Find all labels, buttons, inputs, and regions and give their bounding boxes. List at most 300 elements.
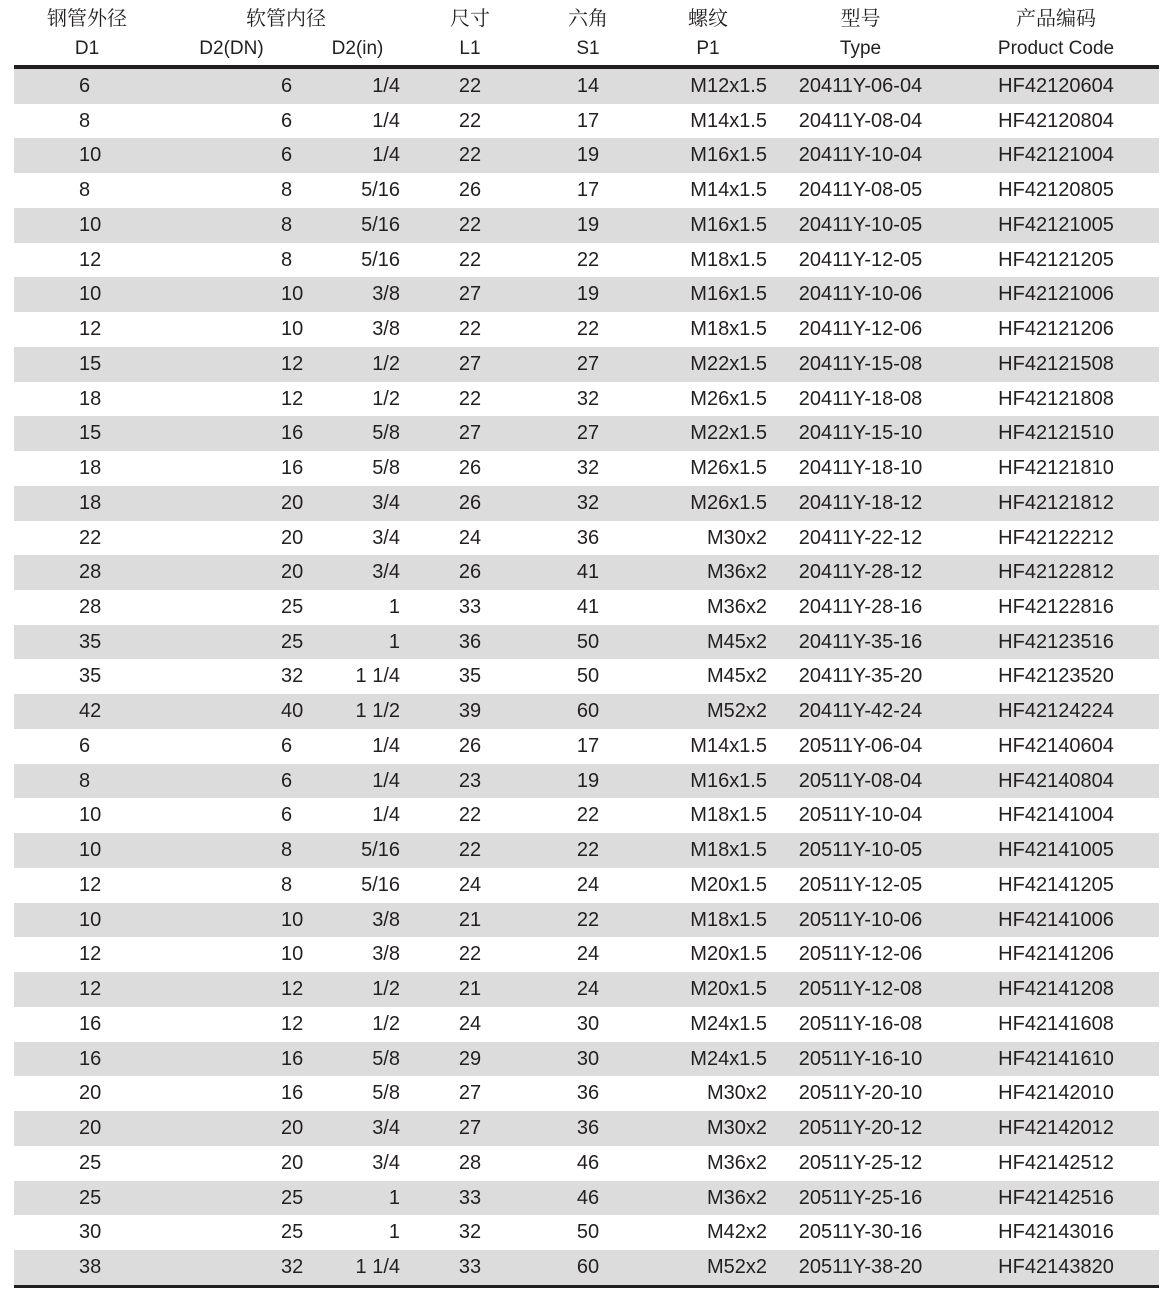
cell-d2-in: 5/16 [361,179,400,202]
cell-type: 20511Y-25-16 [798,1186,923,1209]
cell-product-code: HF42121810 [998,457,1114,480]
cell-l1: 22 [458,75,482,97]
cell-type: 20411Y-42-24 [798,700,923,723]
table-row [14,555,1159,590]
cell-type: 20411Y-12-05 [798,248,923,271]
table-row [14,312,1159,347]
cell-product-code: HF42141608 [998,1012,1114,1035]
cell-type: 20511Y-20-12 [798,1117,923,1140]
cell-p1: M52x2 [706,700,767,723]
cell-p1: M12x1.5 [690,75,767,97]
cell-p1: M30x2 [706,526,767,549]
cell-type: 20511Y-38-20 [798,1255,923,1278]
cell-product-code: HF42122812 [998,561,1114,584]
cell-l1: 27 [458,1117,482,1140]
cell-type: 20511Y-12-06 [798,943,923,966]
header-code-cn: 产品编码 [1016,8,1096,30]
cell-d1: 10 [79,144,102,167]
cell-d1: 30 [79,1221,102,1244]
cell-l1: 27 [458,352,482,375]
cell-product-code: HF42140604 [998,734,1114,757]
cell-s1: 24 [576,873,600,896]
cell-s1: 36 [576,1082,600,1105]
cell-p1: M42x2 [706,1221,767,1244]
cell-product-code: HF42142512 [998,1151,1114,1174]
cell-type: 20411Y-18-08 [798,387,923,410]
cell-d1: 10 [79,283,102,306]
table-row [14,243,1159,278]
cell-d2-in: 1/4 [372,804,400,827]
cell-s1: 14 [576,75,600,97]
cell-s1: 36 [576,1117,600,1140]
table-row [14,625,1159,660]
cell-p1: M14x1.5 [690,734,767,757]
cell-l1: 33 [458,596,482,619]
cell-l1: 22 [458,109,482,132]
cell-s1: 27 [576,422,600,445]
cell-d2-dn: 6 [281,109,293,132]
cell-d1: 12 [79,873,102,896]
cell-p1: M30x2 [706,1082,767,1105]
cell-product-code: HF42122816 [998,596,1114,619]
cell-d2-dn: 16 [281,1047,304,1070]
cell-l1: 27 [458,1082,482,1105]
header-l1-cn: 尺寸 [450,8,490,30]
cell-d2-dn: 25 [281,1221,304,1244]
table-row [14,173,1159,208]
cell-l1: 36 [458,630,482,653]
cell-d2-in: 1/4 [372,144,400,167]
cell-type: 20411Y-35-20 [798,665,923,688]
cell-d1: 12 [79,978,102,1001]
cell-l1: 28 [458,1151,482,1174]
table-row [14,69,1159,104]
cell-p1: M30x2 [706,1117,767,1140]
cell-d2-in: 1 [388,1186,400,1209]
cell-type: 20411Y-22-12 [798,526,923,549]
cell-d2-dn: 10 [281,943,304,966]
cell-d2-dn: 6 [281,734,293,757]
cell-d1: 10 [79,908,102,931]
cell-l1: 22 [458,387,482,410]
cell-s1: 24 [576,978,600,1001]
table-row [14,1215,1159,1250]
cell-s1: 60 [576,1255,600,1278]
cell-p1: M22x1.5 [690,352,767,375]
cell-p1: M52x2 [706,1255,767,1278]
cell-product-code: HF42140804 [998,769,1114,792]
cell-l1: 26 [458,734,482,757]
table-row [14,451,1159,486]
cell-d2-dn: 12 [281,978,304,1001]
cell-d2-in: 1/4 [372,75,400,97]
table-row [14,798,1159,833]
cell-p1: M20x1.5 [690,943,767,966]
cell-s1: 19 [576,769,600,792]
cell-d2-dn: 20 [281,561,304,584]
cell-p1: M36x2 [706,1151,767,1174]
table-row [14,937,1159,972]
cell-type: 20411Y-28-16 [798,596,923,619]
cell-d2-dn: 8 [281,873,293,896]
cell-s1: 22 [576,248,600,271]
cell-type: 20411Y-35-16 [798,630,923,653]
table-bottom-rule [14,1285,1159,1288]
cell-d2-dn: 8 [281,179,293,202]
cell-d2-in: 5/16 [361,839,400,862]
cell-s1: 30 [576,1047,600,1070]
cell-d1: 18 [79,457,102,480]
cell-product-code: HF42121005 [998,213,1114,236]
cell-p1: M36x2 [706,596,767,619]
cell-d2-in: 1/2 [372,352,400,375]
cell-d1: 20 [79,1117,102,1140]
cell-product-code: HF42141004 [998,804,1114,827]
cell-d2-dn: 8 [281,839,293,862]
header-d1: D1 [74,38,100,59]
cell-d2-in: 3/8 [372,318,400,341]
cell-s1: 19 [576,283,600,306]
cell-p1: M18x1.5 [690,318,767,341]
cell-l1: 32 [458,1221,482,1244]
cell-product-code: HF42121205 [998,248,1114,271]
cell-product-code: HF42141208 [998,978,1114,1001]
cell-l1: 26 [458,491,482,514]
cell-s1: 27 [576,352,600,375]
cell-l1: 27 [458,422,482,445]
cell-product-code: HF42124224 [998,700,1114,723]
header-type-cn: 型号 [840,8,881,30]
cell-d1: 10 [79,804,102,827]
cell-d1: 8 [79,109,91,132]
spec-table [14,0,1159,1288]
table-row [14,1111,1159,1146]
cell-d1: 35 [79,665,102,688]
cell-product-code: HF42121206 [998,318,1114,341]
cell-s1: 17 [576,734,600,757]
cell-product-code: HF42121812 [998,491,1114,514]
cell-l1: 26 [458,561,482,584]
cell-p1: M16x1.5 [690,213,767,236]
cell-type: 20411Y-15-08 [798,352,923,375]
cell-s1: 22 [576,804,600,827]
cell-p1: M36x2 [706,1186,767,1209]
cell-l1: 24 [458,1012,482,1035]
cell-d2-in: 5/16 [361,873,400,896]
table-row [14,764,1159,799]
table-row [14,1076,1159,1111]
table-row [14,694,1159,729]
cell-p1: M24x1.5 [690,1012,767,1035]
cell-d2-dn: 20 [281,1117,304,1140]
cell-type: 20511Y-16-10 [798,1047,923,1070]
cell-d2-in: 3/4 [372,1151,400,1174]
cell-l1: 33 [458,1255,482,1278]
cell-d2-dn: 10 [281,283,304,306]
cell-d2-in: 3/8 [372,943,400,966]
table-row [14,208,1159,243]
cell-s1: 22 [576,908,600,931]
cell-d1: 28 [79,561,102,584]
cell-product-code: HF42142010 [998,1082,1114,1105]
table-row [14,104,1159,139]
cell-d2-in: 3/4 [372,1117,400,1140]
cell-s1: 32 [576,457,600,480]
cell-type: 20511Y-12-05 [798,873,923,896]
cell-product-code: HF42120804 [998,109,1114,132]
cell-d2-dn: 12 [281,1012,304,1035]
table-row [14,416,1159,451]
cell-d2-in: 1/4 [372,734,400,757]
cell-p1: M18x1.5 [690,839,767,862]
table-row [14,382,1159,417]
cell-product-code: HF42122212 [998,526,1114,549]
cell-p1: M26x1.5 [690,387,767,410]
cell-type: 20411Y-06-04 [798,75,923,97]
cell-l1: 22 [458,318,482,341]
cell-d1: 16 [79,1012,102,1035]
cell-type: 20511Y-30-16 [798,1221,923,1244]
cell-d2-in: 5/8 [372,1047,400,1070]
cell-d2-dn: 25 [281,1186,304,1209]
cell-d2-in: 1 1/4 [355,1255,400,1278]
cell-d2-in: 5/16 [361,248,400,271]
table-row [14,277,1159,312]
cell-d2-in: 1 [388,630,400,653]
cell-type: 20411Y-08-05 [798,179,923,202]
cell-d2-in: 1 1/2 [355,700,400,723]
header-p1: P1 [696,38,720,59]
cell-d2-dn: 10 [281,318,304,341]
cell-s1: 17 [576,179,600,202]
cell-l1: 22 [458,144,482,167]
cell-d2-dn: 6 [281,804,293,827]
cell-d1: 16 [79,1047,102,1070]
cell-d2-dn: 8 [281,248,293,271]
cell-d2-dn: 20 [281,1151,304,1174]
cell-l1: 27 [458,283,482,306]
cell-product-code: HF42120604 [998,75,1114,97]
cell-product-code: HF42123516 [998,630,1114,653]
cell-d2-dn: 32 [281,665,304,688]
cell-product-code: HF42141006 [998,908,1114,931]
cell-s1: 46 [576,1186,600,1209]
table-row [14,972,1159,1007]
cell-product-code: HF42141206 [998,943,1114,966]
cell-p1: M45x2 [706,630,767,653]
cell-product-code: HF42142012 [998,1117,1114,1140]
header-d2-in: D2(in) [331,38,384,59]
cell-d2-dn: 16 [281,457,304,480]
cell-d2-in: 3/4 [372,491,400,514]
cell-type: 20411Y-08-04 [798,109,923,132]
cell-l1: 24 [458,873,482,896]
cell-d1: 10 [79,213,102,236]
cell-type: 20511Y-12-08 [798,978,923,1001]
table-row [14,659,1159,694]
cell-product-code: HF42121510 [998,422,1114,445]
cell-d2-in: 5/8 [372,1082,400,1105]
cell-l1: 22 [458,839,482,862]
cell-d2-in: 3/8 [372,908,400,931]
cell-d2-dn: 12 [281,387,304,410]
cell-d1: 35 [79,630,102,653]
cell-d2-in: 1/2 [372,387,400,410]
cell-d1: 8 [79,769,91,792]
cell-type: 20511Y-16-08 [798,1012,923,1035]
cell-type: 20411Y-10-04 [798,144,923,167]
cell-d1: 6 [79,734,91,757]
cell-product-code: HF42123520 [998,665,1114,688]
cell-s1: 19 [576,144,600,167]
cell-p1: M18x1.5 [690,248,767,271]
cell-d1: 10 [79,839,102,862]
cell-s1: 50 [576,1221,600,1244]
header-row-english [14,33,1159,65]
cell-p1: M26x1.5 [690,491,767,514]
cell-s1: 36 [576,526,600,549]
cell-d2-in: 1/4 [372,769,400,792]
table-row [14,521,1159,556]
cell-s1: 22 [576,839,600,862]
cell-s1: 17 [576,109,600,132]
cell-product-code: HF42141205 [998,873,1114,896]
cell-d1: 12 [79,943,102,966]
cell-d1: 15 [79,422,102,445]
cell-type: 20511Y-10-04 [798,804,923,827]
table-row [14,1007,1159,1042]
table-row [14,590,1159,625]
table-body [14,69,1159,1285]
cell-d2-in: 5/8 [372,457,400,480]
cell-d1: 18 [79,387,102,410]
cell-d1: 25 [79,1151,102,1174]
cell-d2-dn: 8 [281,213,293,236]
cell-d1: 8 [79,179,91,202]
cell-d1: 22 [79,526,102,549]
cell-p1: M36x2 [706,561,767,584]
cell-type: 20511Y-10-05 [798,839,923,862]
cell-l1: 21 [458,978,482,1001]
cell-p1: M26x1.5 [690,457,767,480]
table-row [14,903,1159,938]
cell-product-code: HF42121808 [998,387,1114,410]
cell-product-code: HF42121508 [998,352,1114,375]
cell-d2-dn: 6 [281,144,293,167]
cell-type: 20511Y-08-04 [798,769,923,792]
cell-l1: 33 [458,1186,482,1209]
cell-d2-in: 1/2 [372,1012,400,1035]
cell-s1: 41 [576,561,600,584]
cell-p1: M16x1.5 [690,769,767,792]
cell-l1: 22 [458,943,482,966]
cell-d2-dn: 20 [281,491,304,514]
cell-s1: 46 [576,1151,600,1174]
cell-d2-in: 1/2 [372,978,400,1001]
cell-d2-dn: 16 [281,1082,304,1105]
header-p1-cn: 螺纹 [688,8,728,30]
cell-d2-dn: 25 [281,596,304,619]
cell-p1: M22x1.5 [690,422,767,445]
table-row [14,1250,1159,1285]
cell-s1: 41 [576,596,600,619]
table-row [14,1146,1159,1181]
header-row-chinese [14,0,1159,33]
table-row [14,729,1159,764]
cell-type: 20411Y-15-10 [798,422,923,445]
cell-d2-dn: 20 [281,526,304,549]
cell-s1: 22 [576,318,600,341]
cell-s1: 50 [576,630,600,653]
cell-s1: 32 [576,387,600,410]
cell-l1: 21 [458,908,482,931]
cell-d2-in: 1 [388,1221,400,1244]
cell-d1: 15 [79,352,102,375]
cell-l1: 22 [458,213,482,236]
cell-type: 20411Y-28-12 [798,561,923,584]
cell-l1: 29 [458,1047,482,1070]
cell-d2-in: 3/4 [372,526,400,549]
cell-s1: 24 [576,943,600,966]
cell-d2-in: 5/16 [361,213,400,236]
cell-d2-dn: 6 [281,769,293,792]
cell-l1: 22 [458,804,482,827]
cell-product-code: HF42121004 [998,144,1114,167]
cell-p1: M14x1.5 [690,179,767,202]
cell-d1: 42 [79,700,102,723]
cell-d1: 28 [79,596,102,619]
cell-l1: 22 [458,248,482,271]
cell-type: 20511Y-25-12 [798,1151,923,1174]
cell-d2-dn: 40 [281,700,304,723]
cell-d2-in: 3/4 [372,561,400,584]
cell-d2-in: 3/8 [372,283,400,306]
table-row [14,486,1159,521]
table-row [14,868,1159,903]
cell-d1: 12 [79,248,102,271]
table-row [14,138,1159,173]
cell-s1: 32 [576,491,600,514]
cell-p1: M14x1.5 [690,109,767,132]
cell-product-code: HF42141005 [998,839,1114,862]
cell-p1: M16x1.5 [690,144,767,167]
cell-d2-dn: 12 [281,352,304,375]
cell-product-code: HF42142516 [998,1186,1114,1209]
cell-type: 20511Y-06-04 [798,734,923,757]
header-type: Type [839,38,882,59]
cell-product-code: HF42121006 [998,283,1114,306]
table-row [14,1181,1159,1216]
cell-d1: 6 [79,75,91,97]
cell-d2-dn: 10 [281,908,304,931]
header-s1-cn: 六角 [568,8,608,30]
cell-type: 20411Y-18-10 [798,457,923,480]
cell-d2-dn: 25 [281,630,304,653]
cell-d2-in: 1 [388,596,400,619]
cell-l1: 39 [458,700,482,723]
cell-p1: M45x2 [706,665,767,688]
cell-d2-in: 1/4 [372,109,400,132]
cell-d2-dn: 6 [281,75,293,97]
header-d2-cn: 软管内径 [246,8,326,30]
header-s1: S1 [576,38,600,59]
cell-p1: M16x1.5 [690,283,767,306]
cell-type: 20511Y-10-06 [798,908,923,931]
cell-product-code: HF42143016 [998,1221,1114,1244]
cell-d1: 25 [79,1186,102,1209]
cell-l1: 23 [458,769,482,792]
cell-d1: 18 [79,491,102,514]
